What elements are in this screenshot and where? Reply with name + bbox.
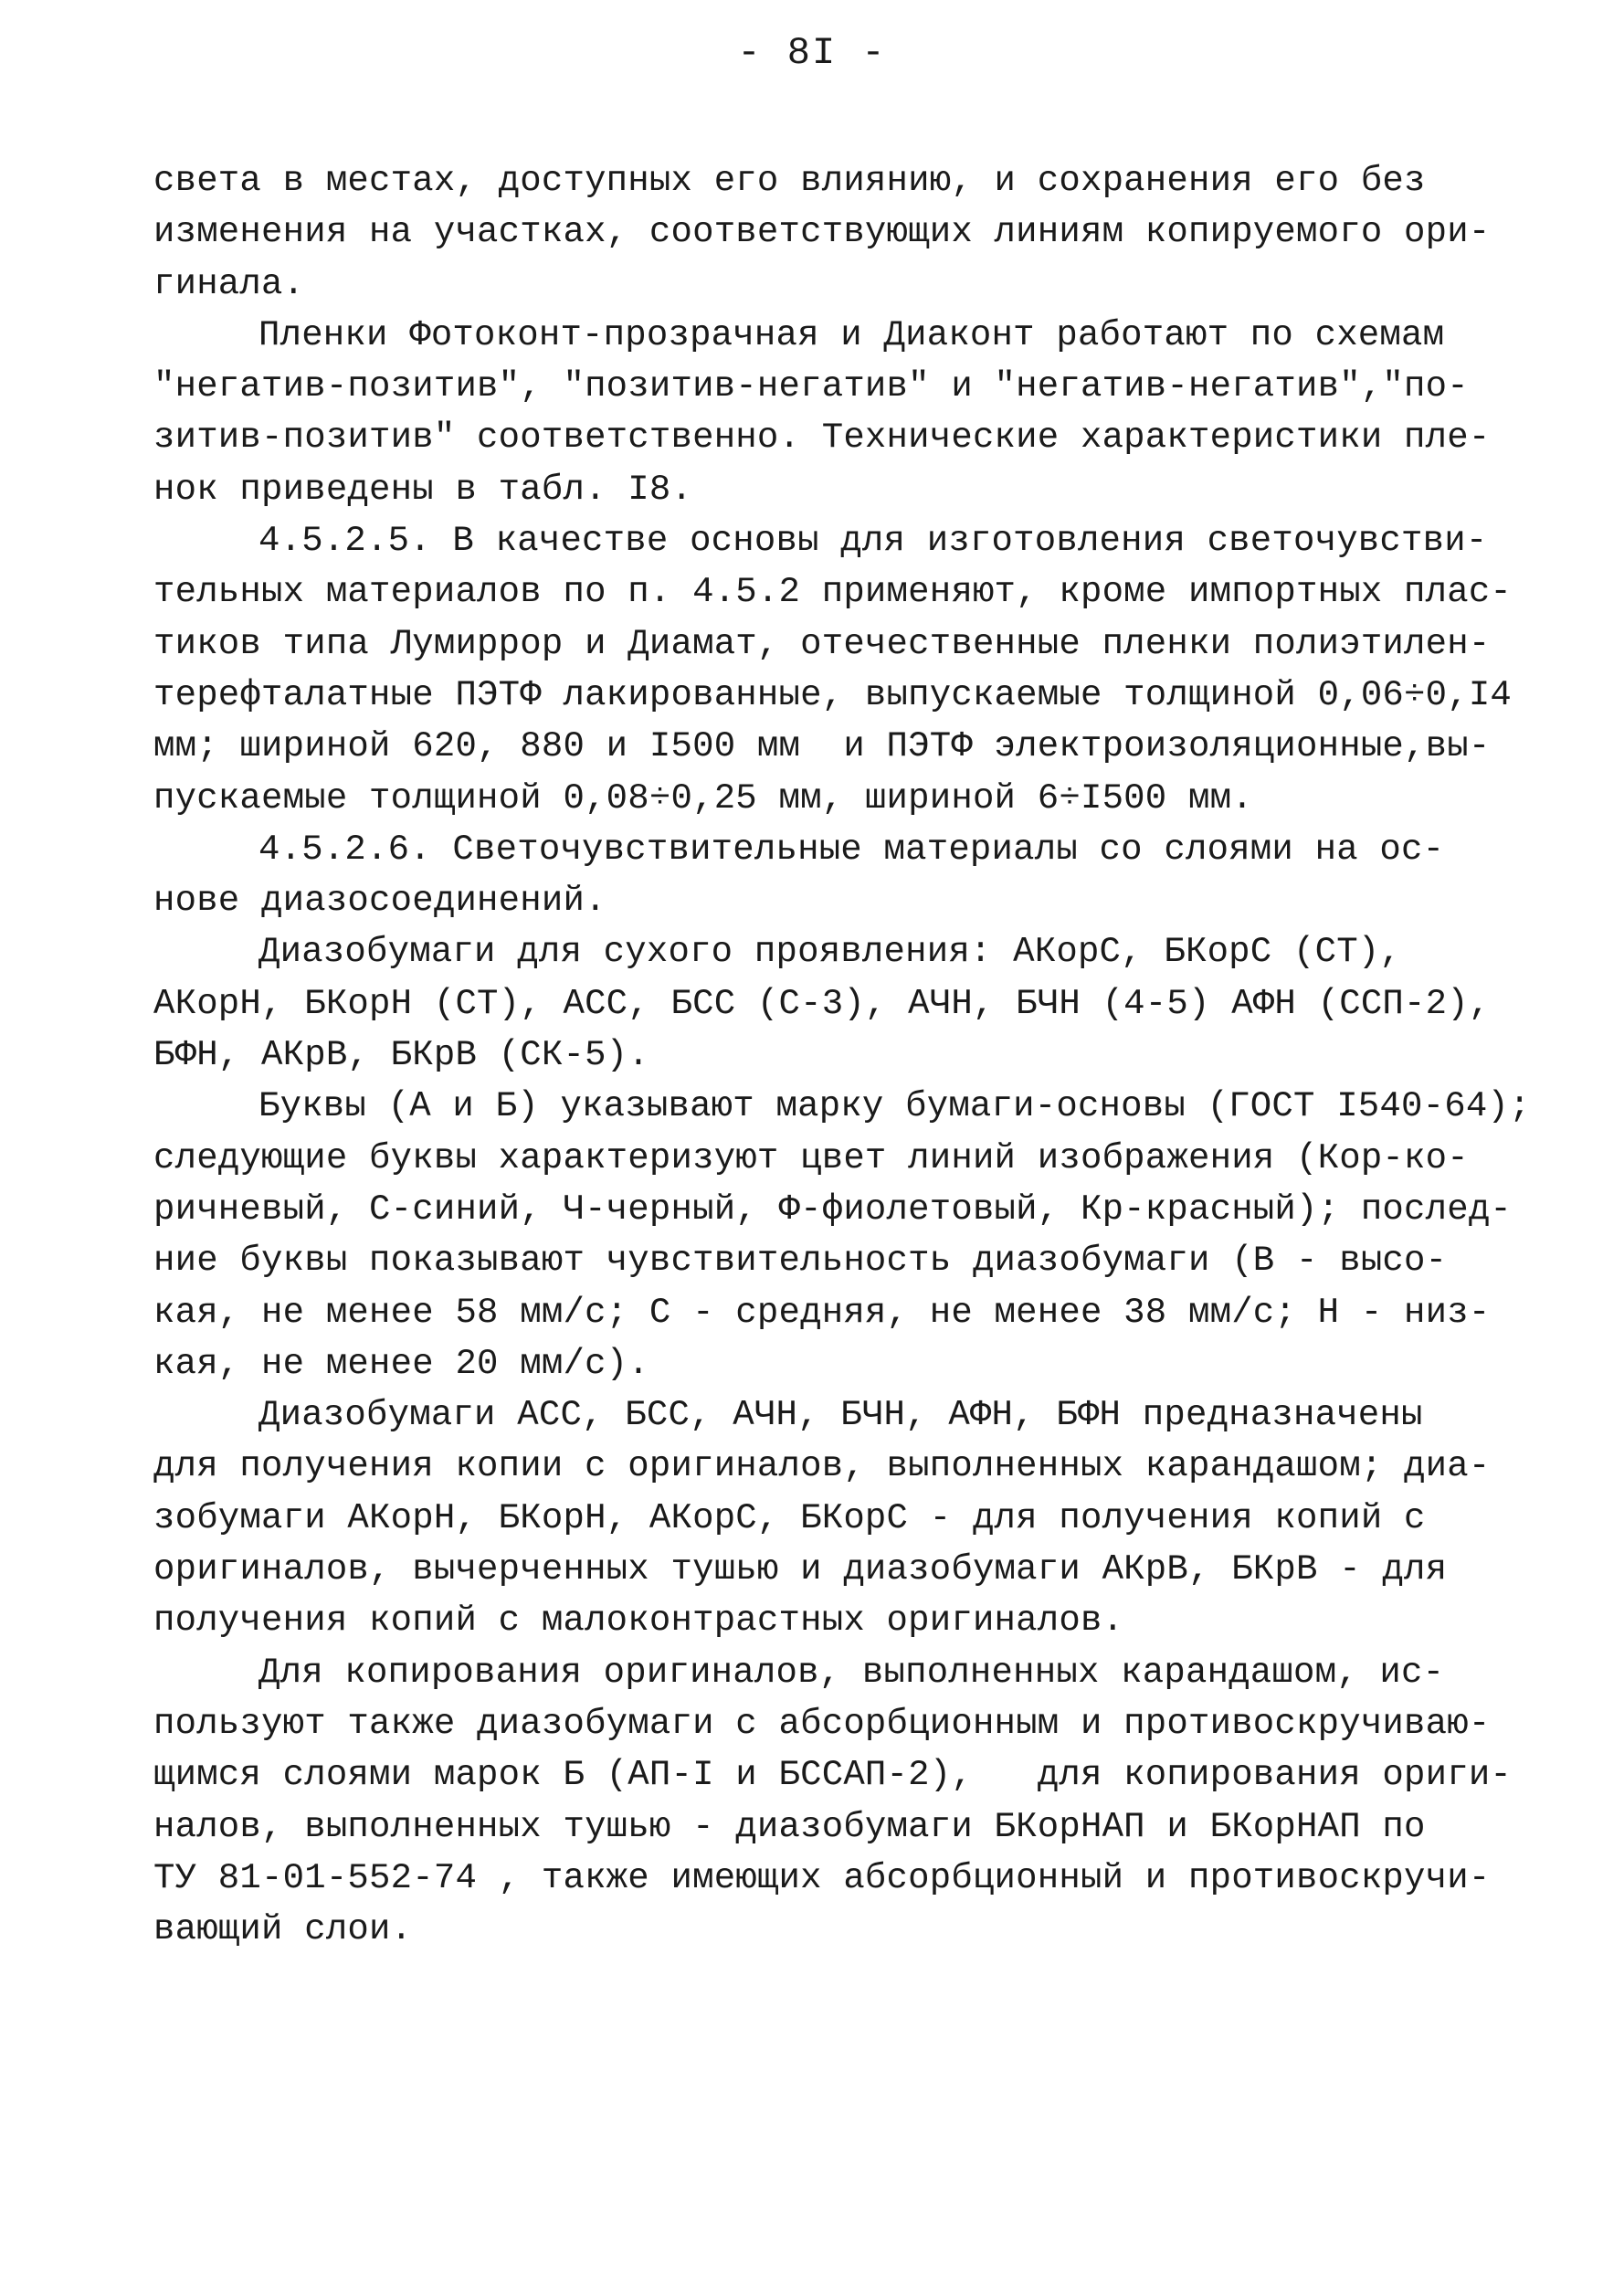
text-line: пользуют также диазобумаги с абсорбционным и противоскручиваю- bbox=[153, 1703, 1491, 1744]
text-line: налов, выполненных тушью - диазобумаги БКорНАП и БКорНАП по bbox=[153, 1806, 1426, 1847]
page-number: - 8I - bbox=[737, 31, 887, 75]
text-line: следующие буквы характеризуют цвет линий изображения (Кор-ко- bbox=[153, 1137, 1469, 1178]
text-line: терефталатные ПЭТФ лакированные, выпускаемые толщиной 0,06÷0,I4 bbox=[153, 674, 1513, 715]
text-line: зитив-позитив" соответственно. Технические характеристики пле- bbox=[153, 417, 1491, 459]
text-line: ричневый, С-синий, Ч-черный, Ф-фиолетовый, Кр-красный); послед- bbox=[153, 1188, 1513, 1230]
text-line: пускаемые толщиной 0,08÷0,25 мм, шириной 6÷I500 мм. bbox=[153, 777, 1253, 819]
text-line: получения копий с малоконтрастных оригиналов. bbox=[153, 1600, 1124, 1642]
text-line: ТУ 81-01-552-74 , также имеющих абсорбционный и противоскручи- bbox=[153, 1857, 1491, 1898]
text-line: БФН, АКрВ, БКрВ (СК-5). bbox=[153, 1035, 649, 1076]
text-line: Для копирования оригиналов, выполненных карандашом, ис- bbox=[258, 1652, 1445, 1693]
text-line: кая, не менее 20 мм/с). bbox=[153, 1343, 649, 1384]
text-line: нок приведены в табл. I8. bbox=[153, 469, 693, 510]
text-line: "негатив-позитив", "позитив-негатив" и "негатив-негатив","по- bbox=[153, 366, 1469, 407]
text-line: мм; шириной 620, 880 и I500 мм и ПЭТФ электроизоляционные,вы- bbox=[153, 726, 1491, 767]
text-line: вающий слои. bbox=[153, 1909, 413, 1950]
text-line: щимся слоями марок Б (АП-I и БССАП-2), для копирования ориги- bbox=[153, 1755, 1513, 1796]
text-line: зобумаги АКорН, БКорН, АКорС, БКорС - для получения копий с bbox=[153, 1497, 1426, 1538]
text-line: изменения на участках, соответствующих линиям копируемого ори- bbox=[153, 212, 1491, 253]
body-text bbox=[153, 155, 1531, 1955]
text-line: гинала. bbox=[153, 263, 305, 304]
text-line: АКорН, БКорН (СТ), АСС, БСС (С-3), АЧН, БЧН (4-5) АФН (ССП-2), bbox=[153, 983, 1491, 1024]
text-line: Диазобумаги для сухого проявления: АКорС, БКорС (СТ), bbox=[258, 932, 1402, 973]
text-line: света в местах, доступных его влиянию, и сохранения его без bbox=[153, 161, 1426, 201]
text-line: тельных материалов по п. 4.5.2 применяют, кроме импортных плас- bbox=[153, 572, 1513, 613]
text-line: 4.5.2.6. Светочувствительные материалы со слоями на ос- bbox=[258, 829, 1445, 870]
text-line: Пленки Фотоконт-прозрачная и Диаконт работают по схемам bbox=[258, 314, 1445, 355]
text-line: нове диазосоединений. bbox=[153, 881, 606, 922]
text-line: 4.5.2.5. В качестве основы для изготовления светочувстви- bbox=[258, 521, 1488, 562]
text-line: тиков типа Лумиррор и Диамат, отечественные пленки полиэтилен- bbox=[153, 623, 1491, 664]
text-line: кая, не менее 58 мм/с; С - средняя, не менее 38 мм/с; Н - низ- bbox=[153, 1292, 1491, 1333]
text-line: ние буквы показывают чувствительность диазобумаги (В - высо- bbox=[153, 1241, 1448, 1282]
text-line: для получения копии с оригиналов, выполненных карандашом; диа- bbox=[153, 1446, 1491, 1487]
text-line: оригиналов, вычерченных тушью и диазобумаги АКрВ, БКрВ - для bbox=[153, 1549, 1448, 1590]
text-line: Диазобумаги АСС, БСС, АЧН, БЧН, АФН, БФН предназначены bbox=[258, 1395, 1423, 1436]
text-line: Буквы (А и Б) указывают марку бумаги-основы (ГОСТ I540-64); bbox=[258, 1086, 1531, 1127]
